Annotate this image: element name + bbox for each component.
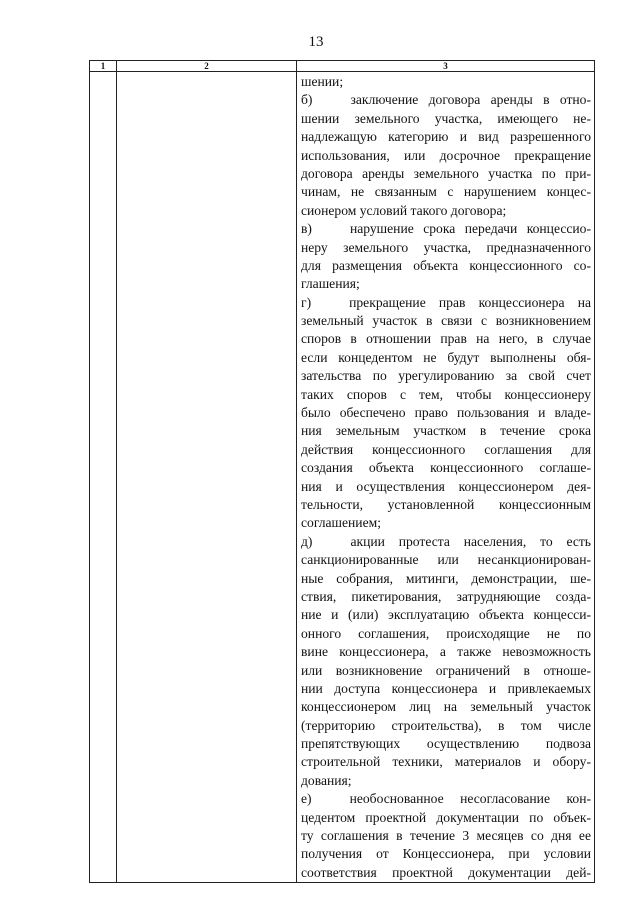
line-text: зательства по урегулированию за свой счет [301, 368, 591, 384]
text-line [301, 367, 591, 385]
text-line [301, 202, 591, 220]
line-text: строительной техники, материалов и обору- [301, 754, 591, 770]
line-text: санкционированные или несанкционирован- [301, 552, 591, 568]
line-text: шении; [301, 74, 344, 89]
text-line [301, 128, 591, 146]
text-line [301, 790, 591, 808]
line-text: ствия, пикетирования, затрудняющие созда- [301, 588, 591, 604]
line-text: нии доступа концессионера и привлекаемых [301, 680, 591, 696]
line-text: или возникновение ограничений в отноше- [301, 662, 591, 678]
text-line [301, 698, 591, 716]
line-text: чинам, не связанным с нарушением концес- [301, 184, 591, 200]
cell-column-2 [117, 72, 297, 883]
page-number: 13 [308, 34, 324, 50]
line-text: надлежащую категорию и вид разрешенного [301, 129, 591, 145]
paragraph-lines [301, 73, 591, 882]
line-text: нарушение срока передачи концессио- [349, 221, 591, 237]
line-text: создания объекта концессионного соглаше- [301, 460, 591, 476]
text-line [301, 312, 591, 330]
line-text: ния и осуществления концессионером дея- [301, 478, 591, 494]
text-line [301, 845, 591, 863]
text-line [301, 110, 591, 128]
text-line [301, 588, 591, 606]
line-text: вине концессионера, а также невозможность [301, 644, 591, 660]
cell-column-1 [90, 72, 117, 883]
text-line [301, 717, 591, 735]
text-line [301, 772, 591, 790]
text-line [301, 386, 591, 404]
text-line [301, 551, 591, 569]
text-line [301, 753, 591, 771]
line-text: было обеспечено право пользования и владе- [301, 405, 591, 421]
list-marker: б) [301, 92, 313, 108]
text-line [301, 864, 591, 882]
line-text: если концедентом не будут выполнены обя- [301, 349, 591, 365]
line-text: ту соглашения в течение 3 месяцев со дня ее [301, 828, 591, 844]
text-line [301, 73, 591, 91]
line-text: необоснованное несогласование кон- [349, 791, 591, 807]
line-text: дования; [301, 772, 352, 788]
text-line [301, 220, 591, 238]
line-text: споров в отношении прав на него, в случае [301, 331, 591, 347]
text-line [301, 91, 591, 109]
line-text: договора аренды земельного участка по при- [301, 165, 591, 181]
table-row [90, 72, 595, 883]
line-text: прекращение прав концессионера на [349, 294, 591, 310]
column-header-3: 3 [297, 61, 595, 72]
line-text: действия концессионного соглашения для [301, 441, 591, 457]
text-line [301, 147, 591, 165]
line-text: ные собрания, митинги, демонстрации, ше- [301, 570, 591, 586]
text-line [301, 349, 591, 367]
line-text: тельности, установленной концессионным [301, 496, 591, 512]
text-line [301, 533, 591, 551]
line-text: для размещения объекта концессионного со- [301, 257, 591, 273]
text-line [301, 809, 591, 827]
text-line [301, 662, 591, 680]
text-line [301, 625, 591, 643]
text-line [301, 735, 591, 753]
line-text: шении земельного участка, имеющего не- [301, 110, 591, 126]
text-line [301, 257, 591, 275]
line-text: получения от Концессионера, при условии [301, 846, 591, 862]
list-marker: е) [301, 791, 312, 807]
line-text: акции протеста населения, то есть [350, 533, 591, 549]
line-text: неру земельного участка, предназначенного [301, 239, 591, 255]
cell-column-3-text [297, 72, 595, 883]
text-line [301, 422, 591, 440]
line-text: (территорию строительства), в том числе [301, 717, 591, 733]
line-text: глашения; [301, 276, 360, 292]
text-line [301, 165, 591, 183]
column-header-1: 1 [90, 61, 117, 72]
text-line [301, 478, 591, 496]
list-marker: в) [301, 221, 312, 237]
line-text: таких споров с тем, чтобы концессионеру [301, 386, 591, 402]
text-line [301, 680, 591, 698]
line-text: использования, или досрочное прекращение [301, 147, 591, 163]
text-line [301, 239, 591, 257]
table-header-row [90, 61, 595, 72]
line-text: онного соглашения, происходящие не по [301, 625, 591, 641]
text-line [301, 183, 591, 201]
line-text: сионером условий такого договора; [301, 202, 507, 218]
line-text: ния земельным участком в течение срока [301, 423, 591, 439]
line-text: заключение договора аренды в отно- [350, 92, 591, 108]
list-marker: г) [301, 294, 312, 310]
line-text: цедентом проектной документации по объек- [301, 809, 591, 825]
line-text: соглашением; [301, 515, 381, 531]
line-text: соответствия проектной документации дей- [301, 864, 591, 880]
text-line [301, 275, 591, 293]
text-line [301, 606, 591, 624]
text-line [301, 404, 591, 422]
line-text: концессионером лиц на земельный участок [301, 699, 591, 715]
text-line [301, 294, 591, 312]
line-text: препятствующих осуществлению подвоза [301, 736, 591, 752]
text-line [301, 441, 591, 459]
line-text: ние и (или) эксплуатацию объекта концесси- [301, 607, 591, 623]
text-line [301, 496, 591, 514]
text-line [301, 459, 591, 477]
text-line [301, 643, 591, 661]
text-line [301, 570, 591, 588]
document-table [89, 60, 595, 883]
text-line [301, 514, 591, 532]
column-header-2: 2 [117, 61, 297, 72]
line-text: земельный участок в связи с возникновением [301, 313, 591, 329]
text-line [301, 827, 591, 845]
text-line [301, 330, 591, 348]
list-marker: д) [301, 533, 313, 549]
